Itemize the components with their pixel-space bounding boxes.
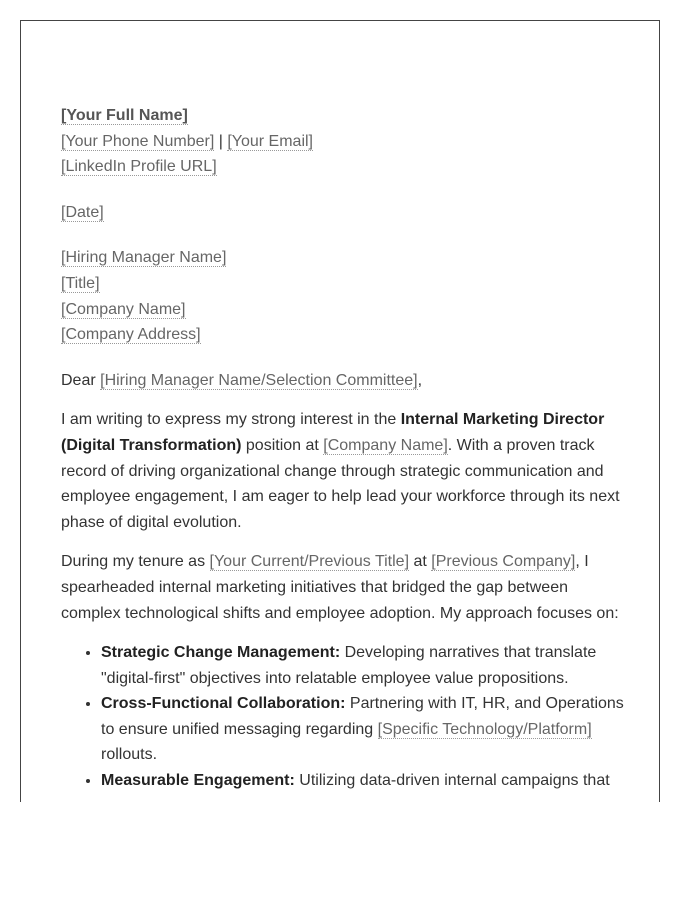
paragraph-experience: During my tenure as [Your Current/Previous Title] at [Previous Company], I spearheaded internal marketing initiatives that bridged the gap between complex technological shifts and employee adoption. My approach focuses on: — [61, 553, 619, 622]
sender-name: [Your Full Name] — [61, 107, 188, 124]
list-item: • Strategic Change Management: Developing narratives that translate "digital-first" objectives into relatable employee value propositions. — [101, 640, 631, 691]
approach-list — [61, 640, 631, 794]
date-block — [61, 200, 631, 226]
recipient-title: [Title] — [61, 274, 100, 292]
intro-company: [Company Name] — [323, 436, 448, 454]
sender-phone: [Your Phone Number] — [61, 132, 215, 150]
role-title: Internal Marketing Director (Digital Transformation) — [61, 411, 605, 454]
contact-separator: | — [214, 132, 228, 150]
experience-title: [Your Current/Previous Title] — [209, 553, 410, 571]
experience-company: [Previous Company] — [431, 553, 576, 571]
sender-block — [61, 103, 631, 180]
salutation: Dear [Hiring Manager Name/Selection Committee], — [61, 371, 423, 389]
recipient-company: [Company Name] — [61, 300, 186, 318]
list-item: • Cross-Functional Collaboration: Partnering with IT, HR, and Operations to ensure unified messaging regarding [Specific Technology/Platform] rollouts. — [101, 691, 631, 768]
salutation-name: [Hiring Manager Name/Selection Committee] — [100, 371, 418, 389]
paragraph-intro: I am writing to express my strong interest in the Internal Marketing Director (Digital Transformation) position at [Company Name]. With a proven track record of driving organizational change through strategic communication and employee engagement, I am eager to help lead your workforce through its next phase of digital evolution. — [61, 411, 620, 531]
sender-email: [Your Email] — [227, 132, 313, 150]
recipient-block — [61, 245, 631, 347]
technology-placeholder: [Specific Technology/Platform] — [377, 720, 592, 738]
recipient-address: [Company Address] — [61, 326, 201, 344]
recipient-manager: [Hiring Manager Name] — [61, 249, 227, 267]
cover-letter — [61, 103, 631, 794]
sender-linkedin: [LinkedIn Profile URL] — [61, 158, 217, 176]
document-page — [20, 20, 660, 802]
letter-date: [Date] — [61, 203, 104, 221]
list-item: • Measurable Engagement: Utilizing data-driven internal campaigns that — [101, 768, 631, 794]
